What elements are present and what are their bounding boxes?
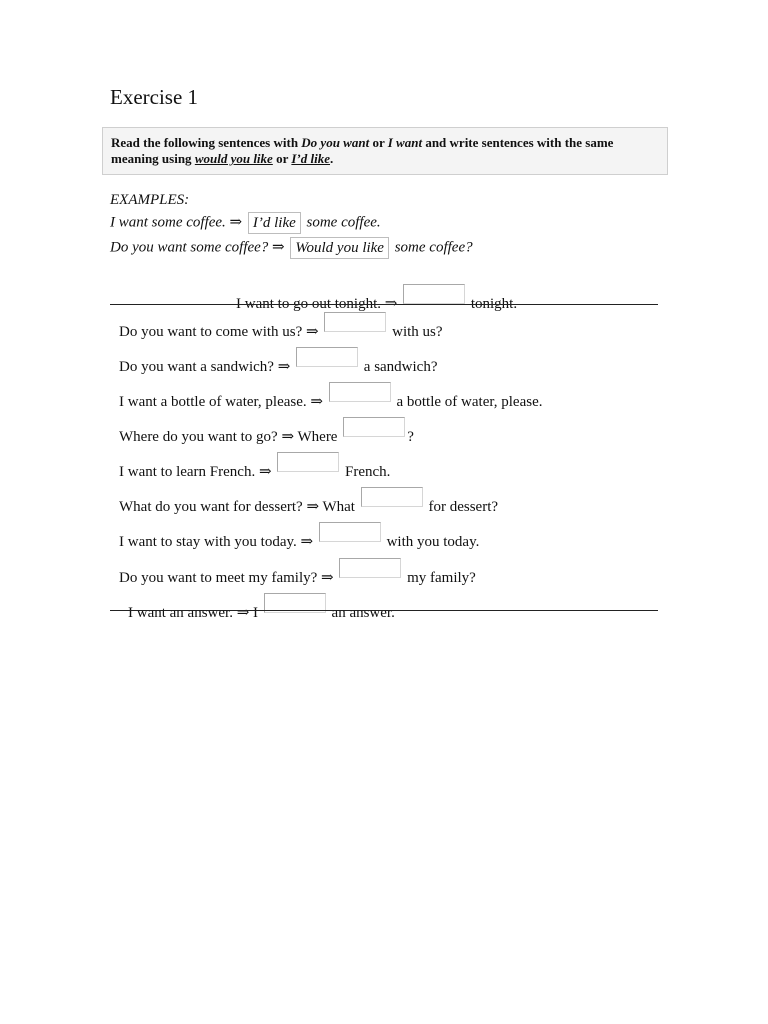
answer-input[interactable] xyxy=(296,347,358,367)
exercise-ending: for dessert? xyxy=(424,499,499,515)
instructions-text: Read the following sentences with xyxy=(111,135,302,150)
exercise-line xyxy=(119,382,543,411)
instructions-text: or xyxy=(272,151,292,166)
example-line xyxy=(110,237,473,259)
answer-input[interactable] xyxy=(329,382,391,402)
examples-heading: EXAMPLES: xyxy=(110,192,190,208)
example-answer-box: Would you like xyxy=(290,237,389,259)
instructions-phrase: Do you want xyxy=(301,135,370,150)
instructions-phrase: I want xyxy=(387,135,423,150)
example-prompt: I want some coffee. ⇒ xyxy=(110,214,246,231)
exercise-ending: a bottle of water, please. xyxy=(392,394,543,410)
exercise-prompt: I want a bottle of water, please. ⇒ xyxy=(119,394,327,410)
exercise-prompt: Do you want to come with us? ⇒ xyxy=(119,324,323,340)
answer-input[interactable] xyxy=(339,558,401,578)
exercise-prompt: I want an answer. ⇒ I xyxy=(128,605,262,621)
exercise-line xyxy=(119,558,476,587)
answer-input[interactable] xyxy=(319,522,381,542)
answer-input[interactable] xyxy=(324,312,386,332)
answer-input[interactable] xyxy=(343,417,405,437)
example-line xyxy=(110,212,381,234)
exercise-ending: ? xyxy=(407,429,414,445)
exercise-line xyxy=(119,487,498,516)
exercise-ending: a sandwich? xyxy=(360,359,438,375)
example-answer-box: I’d like xyxy=(248,212,301,234)
instructions-phrase: I’d like xyxy=(291,151,331,166)
exercise-line xyxy=(236,284,517,313)
exercise-line xyxy=(119,452,390,481)
instructions-text: . xyxy=(330,151,334,166)
exercise-line xyxy=(119,347,438,376)
answer-input[interactable] xyxy=(277,452,339,472)
exercise-ending: French. xyxy=(341,464,391,480)
instructions-phrase: would you like xyxy=(194,151,273,166)
exercise-prompt: Do you want a sandwich? ⇒ xyxy=(119,359,295,375)
exercise-prompt: I want to learn French. ⇒ xyxy=(119,464,276,480)
exercise-ending: an answer. xyxy=(327,605,395,621)
exercise-line xyxy=(119,417,414,446)
exercise-ending: my family? xyxy=(403,570,476,586)
divider-top xyxy=(110,304,658,305)
answer-input[interactable] xyxy=(361,487,423,507)
example-ending: some coffee? xyxy=(390,239,473,256)
exercise-line xyxy=(128,593,395,622)
exercise-prompt: I want to stay with you today. ⇒ xyxy=(119,534,317,550)
exercise-prompt: What do you want for dessert? ⇒ What xyxy=(119,499,359,515)
divider-bottom xyxy=(110,610,658,611)
exercise-line xyxy=(119,522,479,551)
instructions-text: and write sentences with the same meaning using xyxy=(111,135,614,166)
exercise-prompt: Do you want to meet my family? ⇒ xyxy=(119,570,338,586)
instructions-text: or xyxy=(369,135,388,150)
instructions-box xyxy=(102,127,668,175)
exercise-line xyxy=(119,312,443,341)
exercise-prompt: Where do you want to go? ⇒ Where xyxy=(119,429,342,445)
example-ending: some coffee. xyxy=(302,214,381,231)
exercise-prompt: I want to go out tonight. ⇒ xyxy=(236,296,402,312)
page-title: Exercise 1 xyxy=(110,85,199,109)
exercise-ending: with you today. xyxy=(382,534,480,550)
example-prompt: Do you want some coffee? ⇒ xyxy=(110,239,289,256)
exercise-ending: tonight. xyxy=(467,296,518,312)
exercise-ending: with us? xyxy=(388,324,443,340)
answer-input[interactable] xyxy=(403,284,465,304)
